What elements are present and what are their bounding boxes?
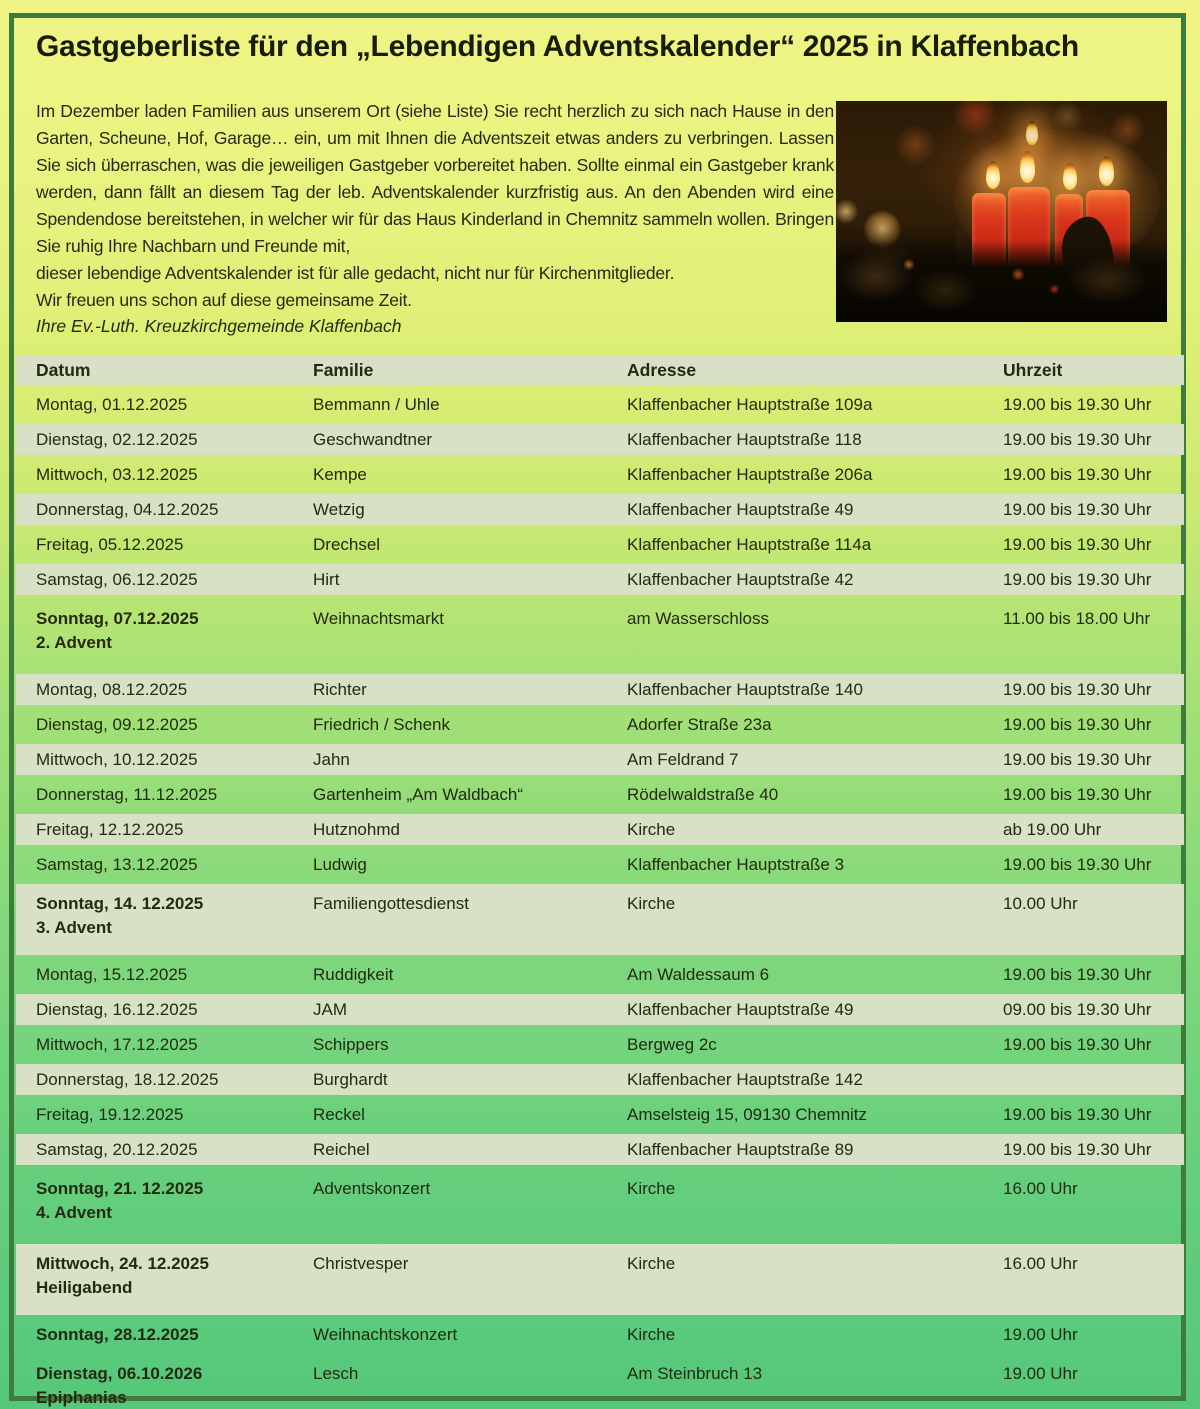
cell-familie: Weihnachtskonzert bbox=[313, 1324, 458, 1344]
cell-uhrzeit: 10.00 Uhr bbox=[983, 884, 1184, 955]
cell-familie: Ludwig bbox=[313, 854, 367, 874]
date-subline: Epiphanias bbox=[36, 1388, 127, 1407]
cell-familie: Richter bbox=[293, 674, 607, 705]
column-header-familie: Familie bbox=[293, 355, 607, 385]
date-line: Freitag, 05.12.2025 bbox=[36, 534, 184, 554]
cell-uhrzeit: 19.00 bis 19.30 Uhr bbox=[1003, 464, 1152, 484]
table-row bbox=[16, 1134, 1184, 1165]
cell-familie: Hirt bbox=[293, 564, 607, 595]
host-schedule-table bbox=[16, 351, 1184, 1409]
cell-uhrzeit: 19.00 bis 19.30 Uhr bbox=[1003, 784, 1152, 804]
column-header-adresse: Adresse bbox=[607, 355, 983, 385]
date-line: Sonntag, 14. 12.2025 bbox=[36, 894, 204, 913]
table-header-row bbox=[16, 355, 1184, 385]
table-row bbox=[16, 674, 1184, 705]
cell-adresse: Am Feldrand 7 bbox=[607, 744, 983, 775]
cell-uhrzeit: 19.00 bis 19.30 Uhr bbox=[983, 744, 1184, 775]
cell-datum bbox=[16, 599, 293, 670]
cell-adresse: Kirche bbox=[607, 884, 983, 955]
cell-familie: Christvesper bbox=[293, 1244, 607, 1315]
cell-datum bbox=[16, 884, 293, 955]
cell-datum bbox=[16, 459, 293, 490]
date-line: Samstag, 06.12.2025 bbox=[36, 569, 198, 589]
cell-uhrzeit: 19.00 Uhr bbox=[1003, 1364, 1078, 1383]
table-row bbox=[16, 779, 1184, 810]
cell-uhrzeit: 19.00 bis 19.30 Uhr bbox=[983, 494, 1184, 525]
cell-uhrzeit: 11.00 bis 18.00 Uhr bbox=[1003, 609, 1151, 628]
candle-flame bbox=[1063, 163, 1077, 190]
candle-flame bbox=[1020, 151, 1035, 183]
table-row bbox=[16, 494, 1184, 525]
cell-adresse: Rödelwaldstraße 40 bbox=[627, 784, 779, 804]
date-subline: 2. Advent bbox=[36, 633, 112, 652]
cell-familie: Burghardt bbox=[293, 1064, 607, 1095]
date-subline: Heiligabend bbox=[36, 1278, 133, 1297]
table-row bbox=[16, 849, 1184, 880]
date-line: Sonntag, 28.12.2025 bbox=[36, 1324, 199, 1344]
table-row bbox=[16, 709, 1184, 740]
date-line: Mittwoch, 24. 12.2025 bbox=[36, 1254, 209, 1273]
cell-familie: Geschwandtner bbox=[293, 424, 607, 455]
cell-uhrzeit: 16.00 Uhr bbox=[1003, 1179, 1078, 1198]
date-subline: 3. Advent bbox=[36, 918, 112, 937]
table-row bbox=[16, 459, 1184, 490]
cell-adresse: Klaffenbacher Hauptstraße 89 bbox=[607, 1134, 983, 1165]
intro-paragraph bbox=[36, 98, 834, 314]
wreath-foliage bbox=[836, 240, 1167, 322]
date-line: Mittwoch, 10.12.2025 bbox=[36, 749, 198, 769]
cell-datum bbox=[16, 849, 293, 880]
table-row bbox=[16, 1244, 1184, 1315]
cell-datum bbox=[16, 1244, 293, 1315]
date-line: Samstag, 13.12.2025 bbox=[36, 854, 198, 874]
cell-datum bbox=[16, 709, 293, 740]
cell-adresse: Klaffenbacher Hauptstraße 140 bbox=[607, 674, 983, 705]
cell-adresse: Kirche bbox=[627, 1324, 676, 1344]
cell-datum bbox=[16, 1134, 293, 1165]
cell-familie: Lesch bbox=[313, 1364, 359, 1383]
cell-adresse: Kirche bbox=[607, 814, 983, 845]
candle-flame bbox=[1026, 121, 1038, 145]
cell-adresse: Bergweg 2c bbox=[627, 1034, 717, 1054]
cell-familie: Familiengottesdienst bbox=[293, 884, 607, 955]
cell-familie: Adventskonzert bbox=[313, 1179, 431, 1198]
cell-datum bbox=[16, 779, 293, 810]
cell-familie: Schippers bbox=[313, 1034, 389, 1054]
page-title: Gastgeberliste für den „Lebendigen Adventskalender“ 2025 in Klaffenbach bbox=[36, 30, 1079, 63]
cell-datum bbox=[16, 744, 293, 775]
cell-familie: Wetzig bbox=[293, 494, 607, 525]
date-line: Sonntag, 21. 12.2025 bbox=[36, 1179, 204, 1198]
cell-familie: Jahn bbox=[293, 744, 607, 775]
cell-familie: Friedrich / Schenk bbox=[313, 714, 450, 734]
cell-datum bbox=[16, 674, 293, 705]
cell-adresse: Am Waldessaum 6 bbox=[627, 964, 770, 984]
cell-adresse: Kirche bbox=[607, 1244, 983, 1315]
cell-uhrzeit bbox=[983, 1064, 1184, 1095]
cell-datum bbox=[16, 1064, 293, 1095]
cell-datum bbox=[16, 389, 293, 420]
date-line: Donnerstag, 04.12.2025 bbox=[36, 499, 219, 519]
date-line: Sonntag, 07.12.2025 bbox=[36, 609, 199, 628]
cell-datum bbox=[16, 564, 293, 595]
column-header-datum: Datum bbox=[16, 355, 293, 385]
cell-datum bbox=[16, 1099, 293, 1130]
cell-adresse: Klaffenbacher Hauptstraße 49 bbox=[607, 994, 983, 1025]
table-row bbox=[16, 1319, 1184, 1350]
cell-adresse: am Wasserschloss bbox=[627, 609, 770, 628]
date-line: Dienstag, 02.12.2025 bbox=[36, 429, 198, 449]
cell-adresse: Klaffenbacher Hauptstraße 42 bbox=[607, 564, 983, 595]
cell-familie: JAM bbox=[293, 994, 607, 1025]
cell-uhrzeit: 19.00 bis 19.30 Uhr bbox=[1003, 1034, 1152, 1054]
date-line: Montag, 08.12.2025 bbox=[36, 679, 188, 699]
table-row bbox=[16, 1169, 1184, 1240]
intro-text-line3: Wir freuen uns schon auf diese gemeinsame Zeit. bbox=[36, 290, 412, 310]
table-row bbox=[16, 389, 1184, 420]
date-line: Dienstag, 06.10.2026 bbox=[36, 1364, 203, 1383]
cell-uhrzeit: 19.00 bis 19.30 Uhr bbox=[1003, 1104, 1152, 1124]
table-row bbox=[16, 529, 1184, 560]
cell-uhrzeit: 19.00 bis 19.30 Uhr bbox=[1003, 714, 1152, 734]
cell-uhrzeit: 19.00 bis 19.30 Uhr bbox=[983, 424, 1184, 455]
table-row bbox=[16, 1354, 1184, 1409]
table-row bbox=[16, 744, 1184, 775]
date-line: Mittwoch, 03.12.2025 bbox=[36, 464, 198, 484]
cell-adresse: Am Steinbruch 13 bbox=[627, 1364, 763, 1383]
cell-uhrzeit: ab 19.00 Uhr bbox=[983, 814, 1184, 845]
cell-datum bbox=[16, 1169, 293, 1240]
cell-uhrzeit: 19.00 Uhr bbox=[1003, 1324, 1078, 1344]
cell-datum bbox=[16, 1029, 293, 1060]
cell-adresse: Klaffenbacher Hauptstraße 49 bbox=[607, 494, 983, 525]
date-line: Freitag, 19.12.2025 bbox=[36, 1104, 184, 1124]
cell-familie: Bemmann / Uhle bbox=[313, 394, 440, 414]
date-line: Dienstag, 09.12.2025 bbox=[36, 714, 198, 734]
table-row bbox=[16, 994, 1184, 1025]
cell-familie: Kempe bbox=[313, 464, 367, 484]
cell-adresse: Amselsteig 15, 09130 Chemnitz bbox=[627, 1104, 868, 1124]
cell-datum bbox=[16, 959, 293, 990]
cell-familie: Reichel bbox=[293, 1134, 607, 1165]
cell-datum bbox=[16, 814, 293, 845]
date-line: Donnerstag, 11.12.2025 bbox=[36, 784, 218, 804]
table-row bbox=[16, 1064, 1184, 1095]
intro-text-line2: dieser lebendige Adventskalender ist für alle gedacht, nicht nur für Kirchenmitglieder. bbox=[36, 263, 675, 283]
date-line: Montag, 15.12.2025 bbox=[36, 964, 188, 984]
cell-datum bbox=[16, 1319, 293, 1350]
signature-line: Ihre Ev.-Luth. Kreuzkirchgemeinde Klaffenbach bbox=[36, 316, 402, 336]
intro-text-block: Im Dezember laden Familien aus unserem Ort (siehe Liste) Sie recht herzlich zu sich nach Hause in den Garten, Scheune, Hof, Garage… ein, um mit Ihnen die Adventszeit etwas anders zu verbringen. Lassen Sie sich überraschen, was die jeweiligen Gastgeber vorbereitet haben. Sollte einmal ein Gastgeber krank werden, dann fällt an diesem Tag der leb. Adventskalender kurzfristig aus. An den Abenden wird eine Spendendose bereitstehen, in welcher wir für das Haus Kinderland in Chemnitz sammeln wollen. Bringen Sie ruhig Ihre Nachbarn und Freunde mit, bbox=[36, 101, 834, 256]
table-row bbox=[16, 424, 1184, 455]
date-line: Mittwoch, 17.12.2025 bbox=[36, 1034, 198, 1054]
table-row bbox=[16, 1099, 1184, 1130]
table-row bbox=[16, 814, 1184, 845]
cell-adresse: Klaffenbacher Hauptstraße 114a bbox=[627, 534, 872, 554]
cell-uhrzeit: 19.00 bis 19.30 Uhr bbox=[1003, 854, 1152, 874]
advent-wreath-photo bbox=[836, 101, 1167, 322]
candle-flame bbox=[986, 161, 1000, 189]
date-line: Montag, 01.12.2025 bbox=[36, 394, 188, 414]
cell-uhrzeit: 19.00 bis 19.30 Uhr bbox=[1003, 534, 1152, 554]
cell-datum bbox=[16, 1354, 293, 1409]
cell-adresse: Kirche bbox=[627, 1179, 676, 1198]
date-line: Donnerstag, 18.12.2025 bbox=[36, 1069, 219, 1089]
column-header-uhrzeit: Uhrzeit bbox=[983, 355, 1184, 385]
cell-adresse: Klaffenbacher Hauptstraße 3 bbox=[627, 854, 845, 874]
table-row bbox=[16, 1029, 1184, 1060]
candle-flame bbox=[1099, 156, 1114, 186]
cell-familie: Drechsel bbox=[313, 534, 381, 554]
table-row bbox=[16, 564, 1184, 595]
cell-datum bbox=[16, 529, 293, 560]
date-line: Freitag, 12.12.2025 bbox=[36, 819, 184, 839]
cell-adresse: Klaffenbacher Hauptstraße 118 bbox=[607, 424, 983, 455]
cell-familie: Ruddigkeit bbox=[313, 964, 394, 984]
table-row bbox=[16, 599, 1184, 670]
cell-adresse: Klaffenbacher Hauptstraße 109a bbox=[627, 394, 873, 414]
cell-adresse: Adorfer Straße 23a bbox=[627, 714, 772, 734]
cell-uhrzeit: 16.00 Uhr bbox=[983, 1244, 1184, 1315]
cell-familie: Reckel bbox=[313, 1104, 365, 1124]
cell-adresse: Klaffenbacher Hauptstraße 206a bbox=[627, 464, 873, 484]
cell-familie: Gartenheim „Am Waldbach“ bbox=[313, 784, 524, 804]
cell-uhrzeit: 09.00 bis 19.30 Uhr bbox=[983, 994, 1184, 1025]
cell-uhrzeit: 19.00 bis 19.30 Uhr bbox=[983, 564, 1184, 595]
cell-datum bbox=[16, 994, 293, 1025]
cell-familie: Weihnachtsmarkt bbox=[313, 609, 445, 628]
cell-uhrzeit: 19.00 bis 19.30 Uhr bbox=[1003, 964, 1152, 984]
cell-uhrzeit: 19.00 bis 19.30 Uhr bbox=[983, 674, 1184, 705]
cell-uhrzeit: 19.00 bis 19.30 Uhr bbox=[1003, 394, 1152, 414]
cell-uhrzeit: 19.00 bis 19.30 Uhr bbox=[983, 1134, 1184, 1165]
table-row bbox=[16, 884, 1184, 955]
table-row bbox=[16, 959, 1184, 990]
date-line: Samstag, 20.12.2025 bbox=[36, 1139, 198, 1159]
date-subline: 4. Advent bbox=[36, 1203, 112, 1222]
cell-datum bbox=[16, 424, 293, 455]
cell-familie: Hutznohmd bbox=[293, 814, 607, 845]
date-line: Dienstag, 16.12.2025 bbox=[36, 999, 198, 1019]
cell-adresse: Klaffenbacher Hauptstraße 142 bbox=[607, 1064, 983, 1095]
cell-datum bbox=[16, 494, 293, 525]
